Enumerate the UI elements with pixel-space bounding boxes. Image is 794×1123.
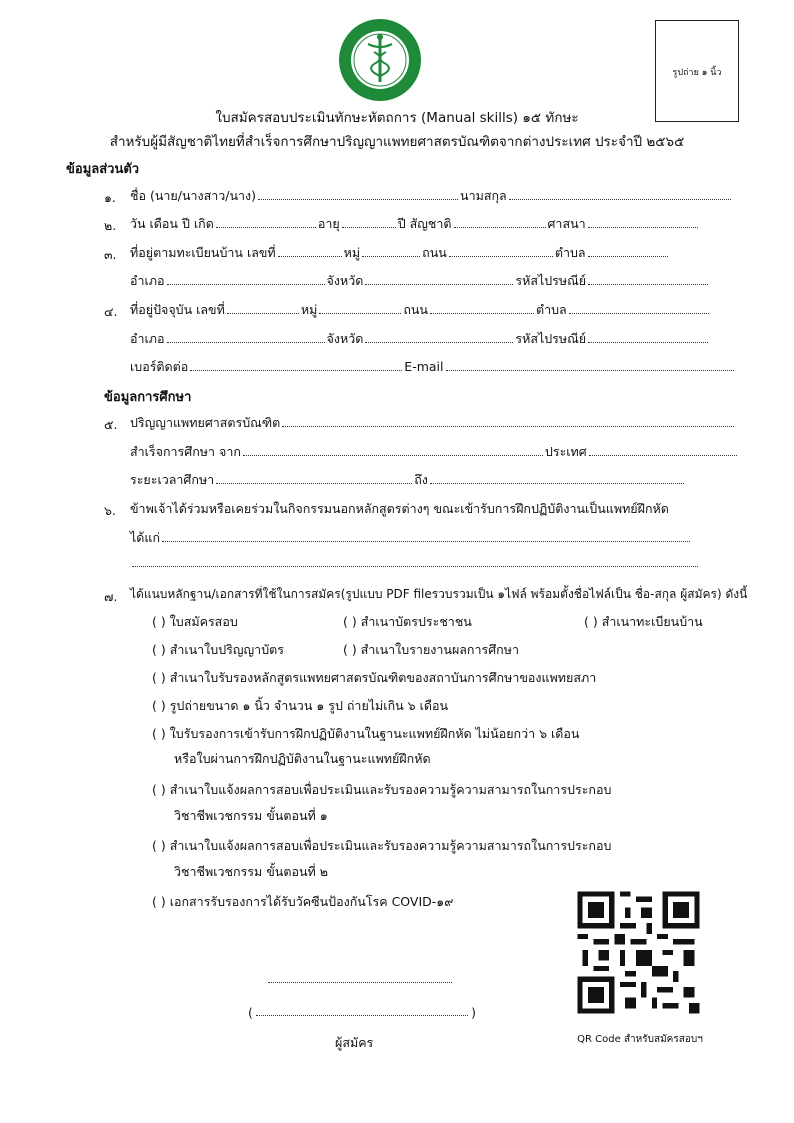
age-label: อายุ: [317, 216, 340, 231]
duration-row: [130, 470, 686, 490]
dob-field[interactable]: [216, 217, 316, 228]
name-label: ชื่อ (นาย/นางสาว/นาง): [130, 188, 257, 203]
email-label: E-mail: [404, 359, 444, 374]
checkbox-internship-certificate[interactable]: ( ) ใบรับรองการเข้ารับการฝึกปฏิบัติงานในฐานะแพทย์ฝึกหัด ไม่น้อยกว่า ๖ เดือน: [152, 726, 580, 741]
current-province-field[interactable]: [365, 332, 513, 343]
paren-close: ): [471, 1005, 476, 1020]
checkbox-exam-result-step2[interactable]: ( ) สำเนาใบแจ้งผลการสอบเพื่อประเมินและรับรองความรู้ความสามารถในการประกอบ: [152, 838, 612, 853]
current-road-field[interactable]: [430, 303, 534, 314]
province-field[interactable]: [365, 274, 513, 285]
degree-row: [130, 413, 736, 433]
exam-result-step1-continuation: วิชาชีพเวชกรรม ขั้นตอนที่ ๑: [174, 808, 328, 823]
photo-label: รูปถ่าย ๑ นิ้ว: [672, 68, 722, 78]
item-number: ๒.: [104, 218, 117, 233]
religion-field[interactable]: [588, 217, 698, 228]
item-number: ๓.: [104, 247, 117, 262]
current-address-row: [130, 300, 711, 320]
amphoe-field[interactable]: [167, 274, 325, 285]
form-title: ใบสมัครสอบประเมินทักษะหัตถการ (Manual skills) ๑๕ ทักษะ: [215, 110, 579, 126]
province-label: จังหวัด: [326, 273, 364, 288]
current-moo-field[interactable]: [319, 303, 401, 314]
phone-label: เบอร์ติดต่อ: [130, 359, 189, 374]
road-field[interactable]: [449, 246, 553, 257]
namely-row: [130, 528, 692, 548]
exam-result-step2-continuation: วิชาชีพเวชกรรม ขั้นตอนที่ ๒: [174, 864, 328, 879]
applicant-label: ผู้สมัคร: [335, 1035, 374, 1050]
contact-row: [130, 357, 736, 377]
age-field[interactable]: [342, 217, 396, 228]
graduated-from-label: สำเร็จการศึกษา จาก: [130, 444, 241, 459]
duration-start-field[interactable]: [216, 473, 412, 484]
checkbox-house-registration[interactable]: ( ) สำเนาทะเบียนบ้าน: [584, 614, 703, 629]
amphoe-label: อำเภอ: [130, 273, 165, 288]
moo-label: หมู่: [343, 245, 361, 260]
surname-label: นามสกุล: [460, 188, 507, 203]
current-amphoe-field[interactable]: [167, 332, 325, 343]
house-address-row: [130, 243, 670, 263]
checkbox-degree-certificate[interactable]: ( ) สำเนาใบปริญญาบัตร: [152, 642, 284, 657]
checkbox-id-card[interactable]: ( ) สำเนาบัตรประชาชน: [343, 614, 472, 629]
item-number: ๗.: [104, 589, 118, 604]
phone-field[interactable]: [190, 360, 402, 371]
tambon-label: ตำบล: [554, 245, 586, 260]
documents-intro: [130, 585, 747, 605]
checkbox-photo[interactable]: ( ) รูปถ่ายขนาด ๑ นิ้ว จำนวน ๑ รูป ถ่ายไม่เกิน ๖ เดือน: [152, 698, 449, 713]
item-number: ๕.: [104, 417, 118, 432]
country-label: ประเทศ: [544, 444, 587, 459]
tambon-field[interactable]: [588, 246, 668, 257]
current-number-field[interactable]: [227, 303, 299, 314]
checkbox-vaccine-certificate[interactable]: ( ) เอกสารรับรองการได้รับวัคซีนป้องกันโรค COVID-๑๙: [152, 894, 454, 909]
postal-field[interactable]: [588, 274, 708, 285]
postal-label: รหัสไปรษณีย์: [515, 331, 587, 346]
item-number: ๑.: [104, 190, 116, 205]
signature-name-row: [248, 1005, 476, 1019]
house-number-field[interactable]: [278, 246, 342, 257]
checkbox-application[interactable]: ( ) ใบสมัครสอบ: [152, 614, 238, 629]
religion-label: ศาสนา: [547, 216, 586, 231]
road-label: ถนน: [403, 302, 428, 317]
namely-label: ได้แก่: [130, 530, 161, 545]
checkbox-exam-result-step1[interactable]: ( ) สำเนาใบแจ้งผลการสอบเพื่อประเมินและรับรองความรู้ความสามารถในการประกอบ: [152, 782, 612, 797]
graduated-row: [130, 442, 739, 462]
documents-intro-text: ได้แนบหลักฐาน/เอกสารที่ใช้ในการสมัคร(รูปแบบ PDF fileรวบรวมเป็น ๑ไฟล์ พร้อมตั้งชื่อไฟล์เป็น ชื่อ-สกุล ผู้สมัคร) ดังนี้: [130, 587, 748, 601]
item-number: ๖.: [104, 503, 116, 518]
name-field[interactable]: [258, 189, 458, 200]
nationality-label: ปี สัญชาติ: [397, 216, 452, 231]
degree-label: ปริญญาแพทยศาสตรบัณฑิต: [130, 415, 281, 430]
current-address-label: ที่อยู่ปัจจุบัน เลขที่: [130, 302, 225, 317]
item-number: ๔.: [104, 304, 118, 319]
qr-label: QR Code สำหรับสมัครสอบฯ: [577, 1034, 703, 1045]
email-field[interactable]: [446, 360, 734, 371]
nationality-field[interactable]: [454, 217, 546, 228]
tambon-label: ตำบล: [535, 302, 567, 317]
moo-label: หมู่: [300, 302, 318, 317]
activity-label: ข้าพเจ้าได้ร่วมหรือเคยร่วมในกิจกรรมนอกหลักสูตรต่างๆ ขณะเข้ารับการฝึกปฏิบัติงานเป็นแพทย์ฝึกหัด: [130, 501, 669, 516]
hospital-logo: [338, 18, 422, 102]
checkbox-curriculum-certificate[interactable]: ( ) สำเนาใบรับรองหลักสูตรแพทยศาสตรบัณฑิตของสถาบันการศึกษาของแพทยสภา: [152, 670, 597, 685]
current-postal-field[interactable]: [588, 332, 708, 343]
activity-field-2[interactable]: [132, 556, 698, 567]
personal-heading: ข้อมูลส่วนตัว: [66, 162, 140, 177]
dob-label: วัน เดือน ปี เกิด: [130, 216, 214, 231]
moo-field[interactable]: [362, 246, 420, 257]
current-address-row-2: [130, 329, 710, 349]
internship-certificate-continuation: หรือใบผ่านการฝึกปฏิบัติงานในฐานะแพทย์ฝึกหัด: [174, 751, 431, 766]
checkbox-transcript[interactable]: ( ) สำเนาใบรายงานผลการศึกษา: [343, 642, 519, 657]
signature-line[interactable]: [268, 982, 452, 983]
house-address-row-2: [130, 271, 710, 291]
name-row: [130, 186, 733, 206]
province-label: จังหวัด: [326, 331, 364, 346]
form-subtitle: สำหรับผู้มีสัญชาติไทยที่สำเร็จการศึกษาปริญญาแพทยศาสตรบัณฑิตจากต่างประเทศ ประจำปี ๒๕๖๕: [109, 134, 685, 150]
printed-name-field[interactable]: [256, 1015, 468, 1016]
to-label: ถึง: [414, 472, 428, 487]
duration-label: ระยะเวลาศึกษา: [130, 472, 215, 487]
country-field[interactable]: [589, 445, 737, 456]
education-heading: ข้อมูลการศึกษา: [104, 390, 192, 405]
house-address-label: ที่อยู่ตามทะเบียนบ้าน เลขที่: [130, 245, 276, 260]
current-tambon-field[interactable]: [569, 303, 709, 314]
activity-row: [130, 499, 669, 519]
activity-row-2: [130, 556, 700, 576]
activity-field[interactable]: [162, 531, 690, 542]
surname-field[interactable]: [509, 189, 731, 200]
amphoe-label: อำเภอ: [130, 331, 165, 346]
qr-code: [572, 886, 705, 1019]
duration-end-field[interactable]: [430, 473, 684, 484]
postal-label: รหัสไปรษณีย์: [515, 273, 587, 288]
dob-row: [130, 214, 700, 234]
road-label: ถนน: [422, 245, 447, 260]
paren-open: (: [248, 1005, 253, 1020]
university-field[interactable]: [243, 445, 543, 456]
degree-field[interactable]: [282, 416, 734, 427]
